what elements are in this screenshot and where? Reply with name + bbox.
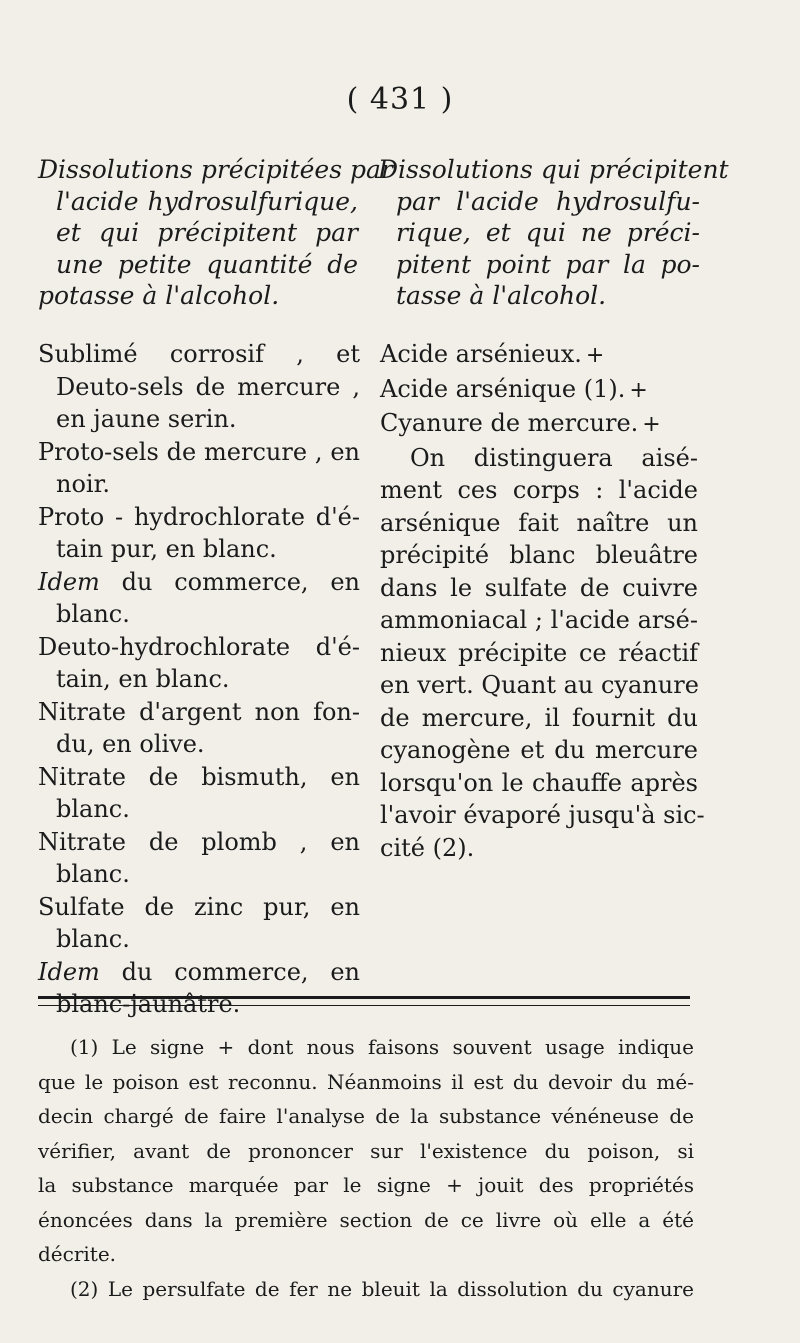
heading-line: pitent point par la po- <box>396 249 700 279</box>
heading-line: par l'acide hydrosulfu- <box>396 186 700 216</box>
heading-line: et qui précipitent par <box>56 218 358 247</box>
footnote-line: énoncées dans la première section de ce livre où elle a été <box>38 1207 694 1232</box>
list-line: précipité blanc bleuâtre <box>380 541 698 569</box>
list-line: Deuto-hydrochlorate d'é- <box>38 632 360 661</box>
footnote-rule-thin <box>38 1005 690 1006</box>
list-line: cité (2). <box>380 833 475 862</box>
list-line: en jaune serin. <box>56 405 237 433</box>
cross-mark-icon: + <box>642 412 661 437</box>
footnote-line: la substance marquée par le signe + jouit des propriétés <box>38 1173 694 1197</box>
footnote-line: (2) Le persulfate de fer ne bleuit la dissolution du cyanure <box>70 1276 694 1301</box>
list-line: en vert. Quant au cyanure <box>380 671 699 699</box>
list-text: Acide arsénieux. <box>380 340 582 368</box>
list-text: du commerce, en <box>99 957 360 986</box>
footnote-line: (1) Le signe + dont nous faisons souvent usage indique <box>70 1035 694 1059</box>
list-line: blanc. <box>56 860 130 888</box>
list-line <box>38 566 360 599</box>
list-line <box>380 338 698 373</box>
list-line: tain pur, en blanc. <box>56 535 277 563</box>
list-line: dans le sulfate de cuivre <box>380 573 698 602</box>
heading-line: tasse à l'alcohol. <box>396 281 607 310</box>
list-line: Deuto-sels de mercure , <box>56 372 360 401</box>
heading-line: rique, et qui ne préci- <box>396 218 700 247</box>
list-line: Sublimé corrosif , et <box>38 340 360 368</box>
list-line: Proto - hydrochlorate d'é- <box>38 502 360 531</box>
list-text: Acide arsénique (1). <box>380 374 626 403</box>
list-line: de mercure, il fournit du <box>380 703 698 732</box>
footnotes <box>38 1030 694 1306</box>
list-line: tain, en blanc. <box>56 665 230 693</box>
page-number: ( 431 ) <box>346 82 454 117</box>
cross-mark-icon: + <box>629 377 648 403</box>
list-line: ammoniacal ; l'acide arsé- <box>380 606 698 634</box>
list-line: noir. <box>56 470 111 498</box>
right-column-list <box>380 338 705 864</box>
list-line: cyanogène et du mercure <box>380 736 698 764</box>
list-line: blanc-jaunâtre. <box>56 990 241 1018</box>
list-line: lorsqu'on le chauffe après <box>380 768 698 797</box>
list-line: arsénique fait naître un <box>380 508 698 537</box>
right-column-heading <box>378 154 729 312</box>
heading-line: Dissolutions qui précipitent <box>378 155 729 184</box>
list-line <box>380 373 698 408</box>
heading-line: potasse à l'alcohol. <box>38 281 280 310</box>
footnote-line: décrite. <box>38 1242 117 1266</box>
list-line: nieux précipite ce réactif <box>380 638 698 667</box>
heading-line: Dissolutions précipitées par <box>38 155 393 184</box>
list-line: Nitrate de plomb , en <box>38 827 360 856</box>
cross-mark-icon: + <box>585 343 605 368</box>
heading-line: une petite quantité de <box>56 249 358 279</box>
list-line: blanc. <box>56 795 130 823</box>
idem-word: Idem <box>38 957 100 986</box>
list-line: Nitrate de bismuth, en <box>38 762 360 791</box>
list-line: Nitrate d'argent non fon- <box>38 697 360 726</box>
list-line <box>38 956 360 989</box>
list-line: ment ces corps : l'acide <box>380 476 698 504</box>
list-line: du, en olive. <box>56 730 205 758</box>
list-line: blanc. <box>56 600 130 628</box>
heading-line: l'acide hydrosulfurique, <box>56 186 358 216</box>
left-column-list <box>38 338 360 1021</box>
footnote-line: decin chargé de faire l'analyse de la substance vénéneuse de <box>38 1104 694 1128</box>
list-line: Sulfate de zinc pur, en <box>38 892 360 921</box>
idem-word: Idem <box>38 567 100 596</box>
footnote-rule-thick <box>38 996 690 999</box>
list-line: On distinguera aisé- <box>410 443 698 472</box>
list-text: du commerce, en <box>99 567 360 596</box>
list-line: blanc. <box>56 925 130 953</box>
footnote-line: que le poison est reconnu. Néanmoins il est du devoir du mé- <box>38 1069 694 1094</box>
left-column-heading <box>38 154 393 312</box>
list-line: l'avoir évaporé jusqu'à sic- <box>380 801 705 829</box>
list-line <box>380 407 698 442</box>
list-line: Proto-sels de mercure , en <box>38 437 360 466</box>
footnote-line: vérifier, avant de prononcer sur l'existence du poison, si <box>38 1138 694 1163</box>
list-text: Cyanure de mercure. <box>380 409 639 437</box>
